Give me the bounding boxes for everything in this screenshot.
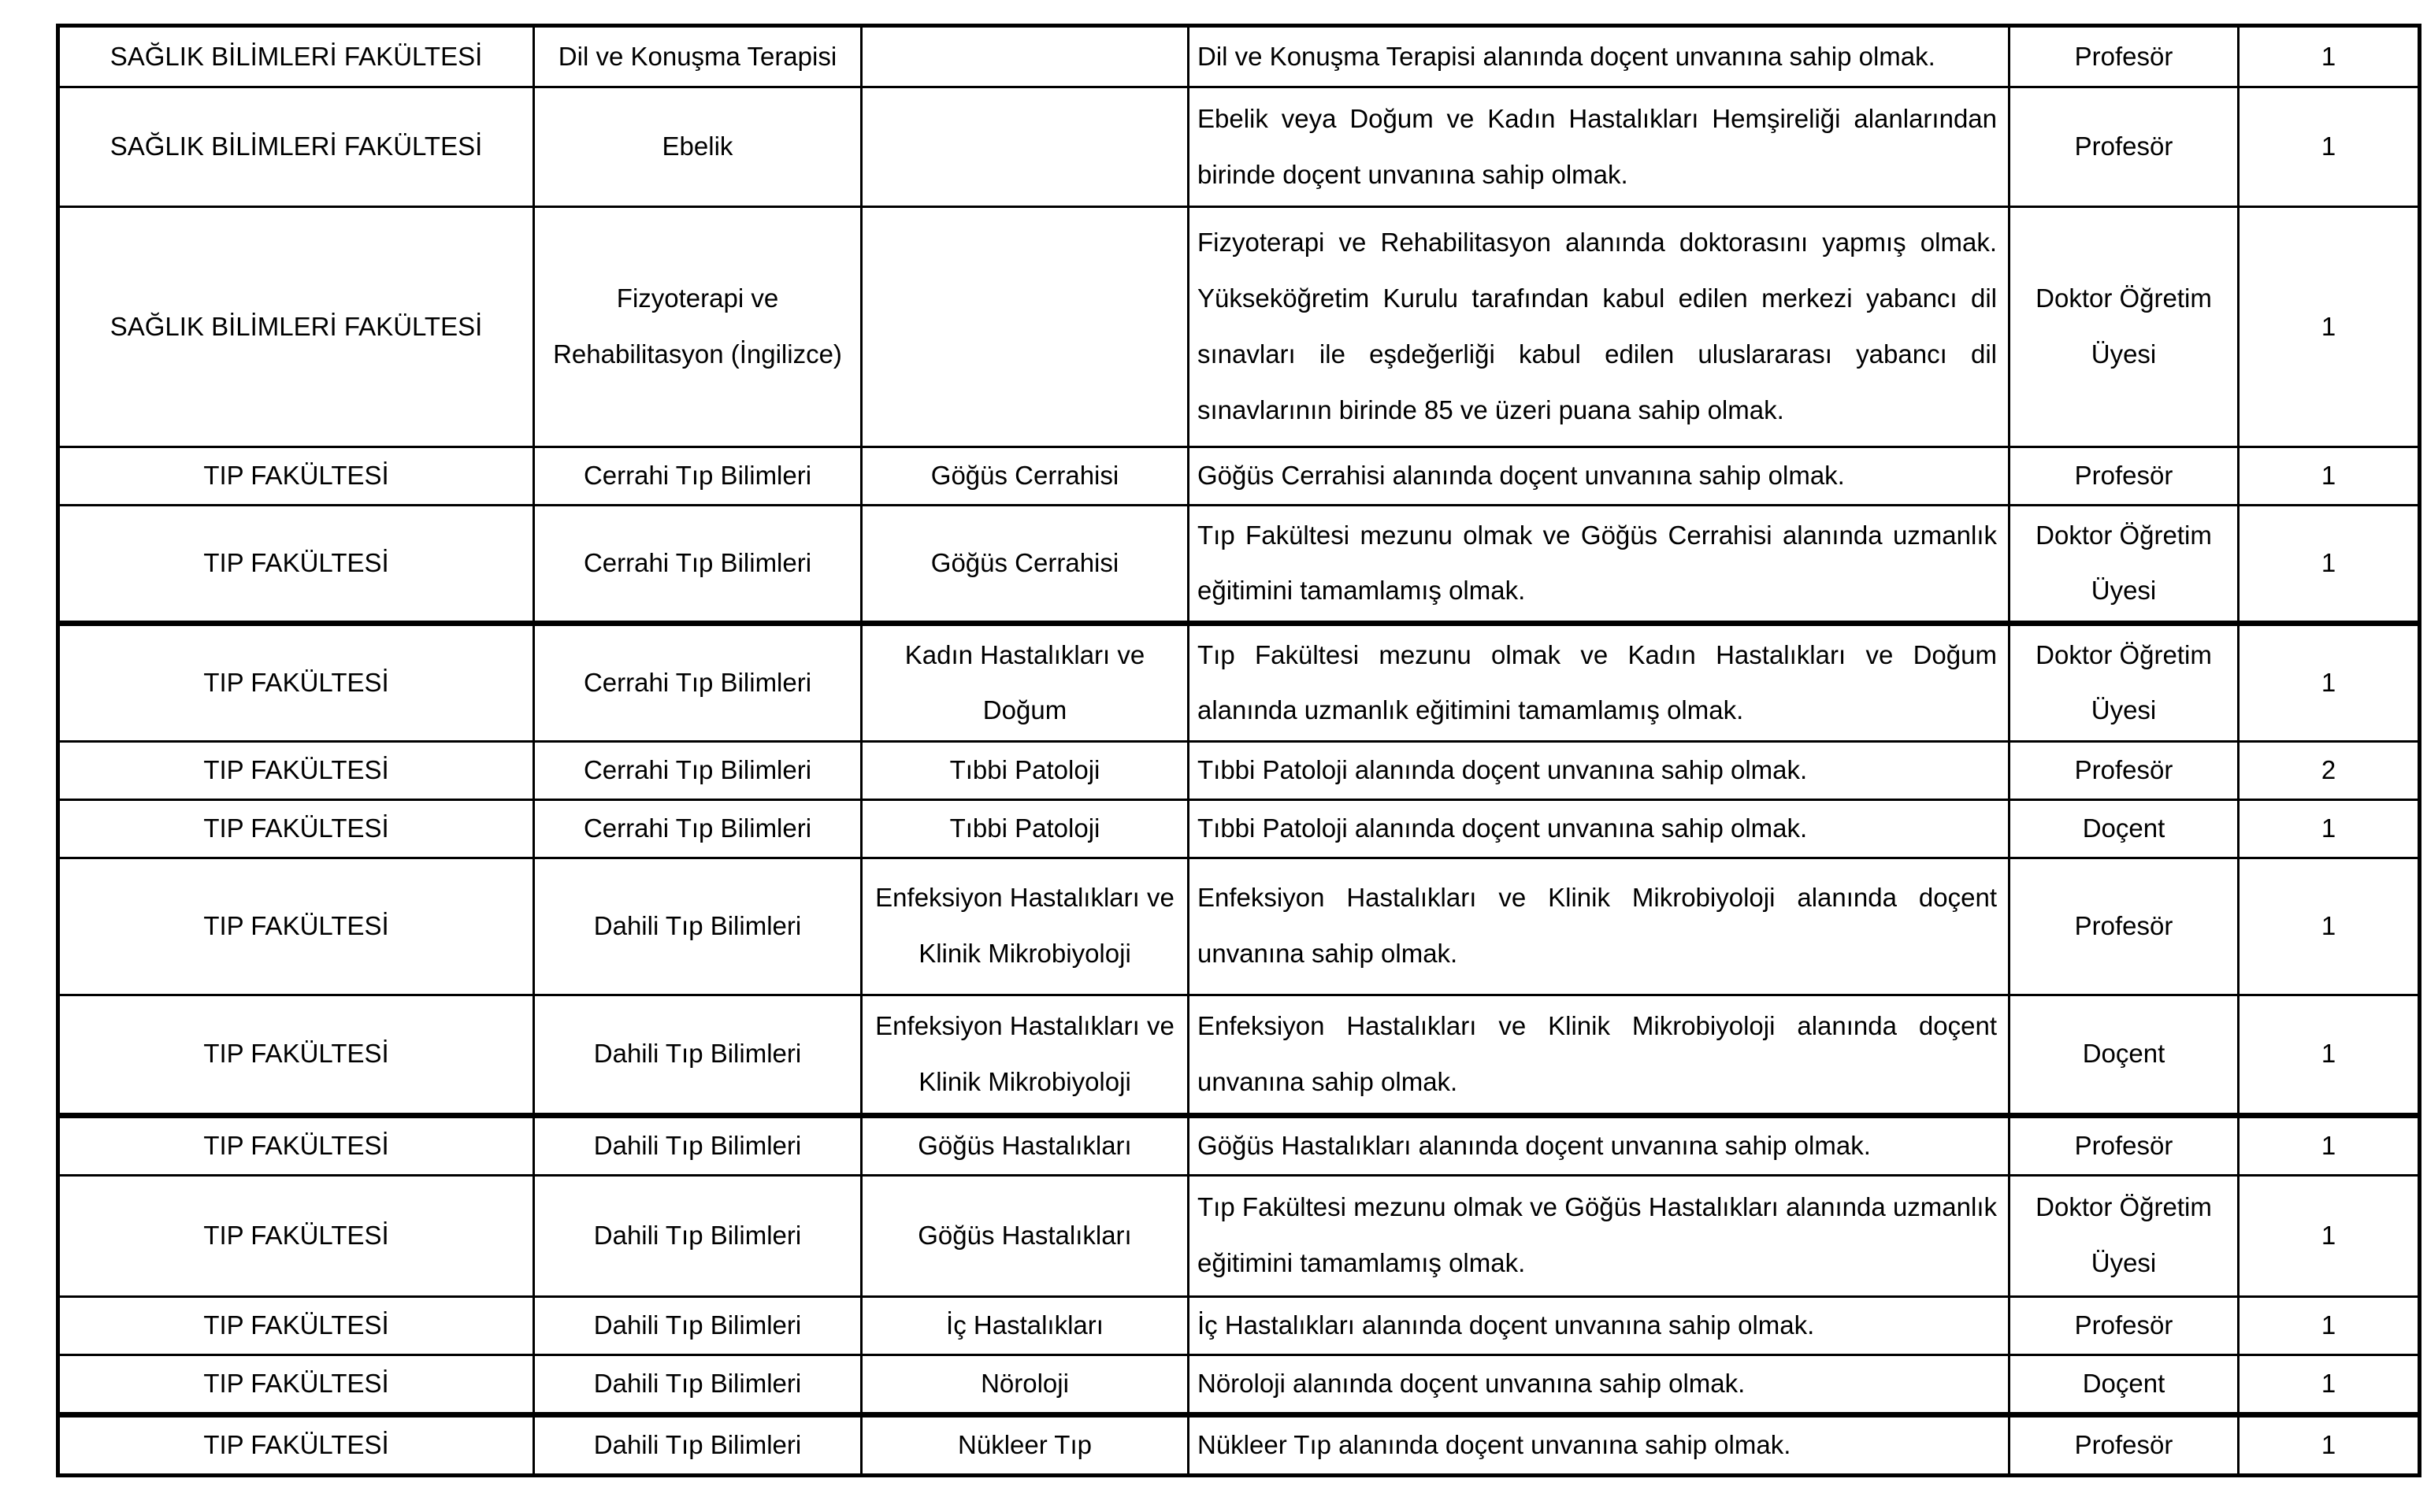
faculty-cell <box>58 1354 534 1414</box>
faculty-cell <box>58 447 534 506</box>
department-text: Ebelik <box>662 132 733 161</box>
requirement-cell <box>1189 858 2010 995</box>
title-text: Profesör <box>2074 41 2173 71</box>
faculty-text: TIP FAKÜLTESİ <box>203 1039 389 1069</box>
department-text: Cerrahi Tıp Bilimleri <box>583 461 812 490</box>
title-cell <box>2010 1175 2239 1296</box>
program-text: Tıbbi Patoloji <box>949 754 1100 784</box>
faculty-text: SAĞLIK BİLİMLERİ FAKÜLTESİ <box>109 132 483 161</box>
faculty-cell <box>58 207 534 447</box>
requirement-text: Enfeksiyon Hastalıkları ve Klinik Mikrobiyoloji alanında doçent unvanına sahip olmak. <box>1197 883 1997 969</box>
title-cell <box>2010 26 2239 87</box>
count-cell <box>2239 1414 2420 1475</box>
title-cell <box>2010 1354 2239 1414</box>
title-text: Profesör <box>2074 910 2173 940</box>
requirement-text: Enfeksiyon Hastalıkları ve Klinik Mikrobiyoloji alanında doçent unvanına sahip olmak. <box>1197 1010 1997 1096</box>
program-cell <box>862 1115 1189 1175</box>
requirement-cell <box>1189 1296 2010 1354</box>
department-text: Dahili Tıp Bilimleri <box>593 1039 802 1069</box>
title-cell <box>2010 87 2239 207</box>
title-text: Doktor Öğretim Üyesi <box>2035 284 2212 369</box>
department-text: Fizyoterapi ve Rehabilitasyon (İngilizce) <box>553 284 842 369</box>
table-row <box>58 858 2420 995</box>
faculty-text: TIP FAKÜLTESİ <box>203 754 389 784</box>
requirement-cell <box>1189 1115 2010 1175</box>
table-row <box>58 623 2420 741</box>
faculty-cell <box>58 799 534 858</box>
count-cell <box>2239 1354 2420 1414</box>
program-cell <box>862 1354 1189 1414</box>
department-cell <box>534 995 862 1115</box>
requirement-cell <box>1189 207 2010 447</box>
department-text: Dahili Tıp Bilimleri <box>593 1429 802 1459</box>
department-text: Cerrahi Tıp Bilimleri <box>583 547 812 577</box>
faculty-cell <box>58 1296 534 1354</box>
count-text: 2 <box>2321 754 2336 784</box>
count-text: 1 <box>2321 547 2336 577</box>
department-cell <box>534 1175 862 1296</box>
requirement-cell <box>1189 1175 2010 1296</box>
department-cell <box>534 858 862 995</box>
table-row <box>58 447 2420 506</box>
table-row <box>58 505 2420 623</box>
faculty-cell <box>58 741 534 799</box>
program-text: Nükleer Tıp <box>958 1429 1092 1459</box>
requirement-text: Tıbbi Patoloji alanında doçent unvanına sahip olmak. <box>1197 813 1808 843</box>
requirement-text: Nöroloji alanında doçent unvanına sahip olmak. <box>1197 1368 1746 1398</box>
positions-table-body <box>58 26 2420 1476</box>
count-text: 1 <box>2321 132 2336 161</box>
table-row <box>58 995 2420 1115</box>
faculty-cell <box>58 87 534 207</box>
program-cell <box>862 1414 1189 1475</box>
requirement-cell <box>1189 26 2010 87</box>
requirement-cell <box>1189 741 2010 799</box>
program-text: Enfeksiyon Hastalıkları ve Klinik Mikrobiyoloji <box>875 883 1175 969</box>
faculty-cell <box>58 26 534 87</box>
requirement-cell <box>1189 995 2010 1115</box>
count-text: 1 <box>2321 41 2336 71</box>
requirement-text: Tıp Fakültesi mezunu olmak ve Göğüs Cerrahisi alanında uzmanlık eğitimini tamamlamış olmak. <box>1197 520 1997 606</box>
program-text: Kadın Hastalıkları ve Doğum <box>904 639 1145 725</box>
faculty-text: TIP FAKÜLTESİ <box>203 1368 389 1398</box>
program-cell <box>862 87 1189 207</box>
title-cell <box>2010 207 2239 447</box>
requirement-cell <box>1189 799 2010 858</box>
department-cell <box>534 207 862 447</box>
program-text: Göğüs Hastalıkları <box>918 1220 1132 1250</box>
program-cell <box>862 1296 1189 1354</box>
table-row <box>58 1175 2420 1296</box>
department-cell <box>534 26 862 87</box>
program-text: Tıbbi Patoloji <box>949 813 1100 843</box>
table-row <box>58 799 2420 858</box>
requirement-text: Fizyoterapi ve Rehabilitasyon alanında doktorasını yapmış olmak. Yükseköğretim Kurulu tarafından kabul edilen merkezi yabancı dil sınavları ile eşdeğerliği kabul edilen uluslararası yabancı dil sınavlarının birinde 85 ve üzeri puana sahip olmak. <box>1197 228 1997 424</box>
requirement-text: Ebelik veya Doğum ve Kadın Hastalıkları Hemşireliği alanlarından birinde doçent unvanına sahip olmak. <box>1197 103 1997 189</box>
requirement-cell <box>1189 87 2010 207</box>
requirement-text: İç Hastalıkları alanında doçent unvanına sahip olmak. <box>1197 1310 1815 1340</box>
title-cell <box>2010 505 2239 623</box>
title-text: Doktor Öğretim Üyesi <box>2035 1192 2212 1278</box>
department-cell <box>534 1414 862 1475</box>
program-cell <box>862 995 1189 1115</box>
title-text: Doçent <box>2082 1039 2165 1069</box>
department-text: Cerrahi Tıp Bilimleri <box>583 813 812 843</box>
faculty-text: SAĞLIK BİLİMLERİ FAKÜLTESİ <box>109 41 483 71</box>
title-cell <box>2010 1414 2239 1475</box>
title-text: Profesör <box>2074 132 2173 161</box>
table-row <box>58 207 2420 447</box>
program-cell <box>862 741 1189 799</box>
count-cell <box>2239 87 2420 207</box>
faculty-cell <box>58 1175 534 1296</box>
count-cell <box>2239 447 2420 506</box>
faculty-text: TIP FAKÜLTESİ <box>203 461 389 490</box>
table-row <box>58 741 2420 799</box>
faculty-cell <box>58 1115 534 1175</box>
department-text: Dahili Tıp Bilimleri <box>593 1130 802 1160</box>
department-text: Dahili Tıp Bilimleri <box>593 1220 802 1250</box>
title-cell <box>2010 447 2239 506</box>
department-cell <box>534 623 862 741</box>
count-text: 1 <box>2321 1220 2336 1250</box>
positions-table <box>56 24 2421 1477</box>
count-cell <box>2239 741 2420 799</box>
count-text: 1 <box>2321 910 2336 940</box>
requirement-cell <box>1189 1354 2010 1414</box>
title-cell <box>2010 995 2239 1115</box>
count-text: 1 <box>2321 813 2336 843</box>
program-cell <box>862 799 1189 858</box>
program-cell <box>862 1175 1189 1296</box>
title-text: Doktor Öğretim Üyesi <box>2035 639 2212 725</box>
title-text: Doçent <box>2082 813 2165 843</box>
department-text: Cerrahi Tıp Bilimleri <box>583 754 812 784</box>
count-cell <box>2239 858 2420 995</box>
program-cell <box>862 505 1189 623</box>
requirement-cell <box>1189 447 2010 506</box>
count-text: 1 <box>2321 461 2336 490</box>
count-text: 1 <box>2321 1310 2336 1340</box>
count-cell <box>2239 799 2420 858</box>
requirement-text: Göğüs Hastalıkları alanında doçent unvanına sahip olmak. <box>1197 1130 1871 1160</box>
title-text: Profesör <box>2074 1429 2173 1459</box>
title-cell <box>2010 799 2239 858</box>
table-row <box>58 26 2420 87</box>
department-cell <box>534 799 862 858</box>
department-text: Dahili Tıp Bilimleri <box>593 910 802 940</box>
count-cell <box>2239 623 2420 741</box>
faculty-text: TIP FAKÜLTESİ <box>203 1130 389 1160</box>
faculty-text: TIP FAKÜLTESİ <box>203 667 389 697</box>
title-cell <box>2010 1115 2239 1175</box>
program-cell <box>862 447 1189 506</box>
program-text: Enfeksiyon Hastalıkları ve Klinik Mikrobiyoloji <box>875 1010 1175 1096</box>
title-cell <box>2010 623 2239 741</box>
count-cell <box>2239 207 2420 447</box>
title-cell <box>2010 741 2239 799</box>
count-text: 1 <box>2321 667 2336 697</box>
count-cell <box>2239 505 2420 623</box>
count-cell <box>2239 26 2420 87</box>
count-cell <box>2239 1175 2420 1296</box>
faculty-cell <box>58 1414 534 1475</box>
department-cell <box>534 87 862 207</box>
faculty-cell <box>58 995 534 1115</box>
program-text: Göğüs Hastalıkları <box>918 1130 1132 1160</box>
title-text: Doktor Öğretim Üyesi <box>2035 520 2212 606</box>
requirement-text: Tıp Fakültesi mezunu olmak ve Göğüs Hastalıkları alanında uzmanlık eğitimini tamamlamış olmak. <box>1197 1192 1997 1278</box>
requirement-text: Nükleer Tıp alanında doçent unvanına sahip olmak. <box>1197 1429 1791 1459</box>
count-text: 1 <box>2321 1368 2336 1398</box>
count-text: 1 <box>2321 1039 2336 1069</box>
faculty-cell <box>58 505 534 623</box>
program-cell <box>862 26 1189 87</box>
requirement-text: Tıbbi Patoloji alanında doçent unvanına sahip olmak. <box>1197 754 1808 784</box>
faculty-text: TIP FAKÜLTESİ <box>203 1220 389 1250</box>
title-text: Profesör <box>2074 461 2173 490</box>
faculty-text: TIP FAKÜLTESİ <box>203 910 389 940</box>
program-cell <box>862 858 1189 995</box>
title-text: Doçent <box>2082 1368 2165 1398</box>
faculty-cell <box>58 858 534 995</box>
requirement-text: Tıp Fakültesi mezunu olmak ve Kadın Hastalıkları ve Doğum alanında uzmanlık eğitimini tamamlamış olmak. <box>1197 639 1997 725</box>
table-row <box>58 1296 2420 1354</box>
program-text: Nöroloji <box>981 1368 1069 1398</box>
title-text: Profesör <box>2074 1310 2173 1340</box>
title-text: Profesör <box>2074 754 2173 784</box>
department-text: Dahili Tıp Bilimleri <box>593 1368 802 1398</box>
requirement-cell <box>1189 505 2010 623</box>
requirement-text: Dil ve Konuşma Terapisi alanında doçent unvanına sahip olmak. <box>1197 41 1935 71</box>
program-text: Göğüs Cerrahisi <box>930 461 1119 490</box>
department-text: Dahili Tıp Bilimleri <box>593 1310 802 1340</box>
count-cell <box>2239 1115 2420 1175</box>
department-text: Dil ve Konuşma Terapisi <box>558 41 837 71</box>
table-row <box>58 87 2420 207</box>
requirement-cell <box>1189 1414 2010 1475</box>
department-cell <box>534 1115 862 1175</box>
count-text: 1 <box>2321 311 2336 341</box>
department-cell <box>534 1296 862 1354</box>
count-cell <box>2239 995 2420 1115</box>
title-text: Profesör <box>2074 1130 2173 1160</box>
faculty-text: SAĞLIK BİLİMLERİ FAKÜLTESİ <box>109 311 483 341</box>
title-cell <box>2010 1296 2239 1354</box>
program-text: Göğüs Cerrahisi <box>930 547 1119 577</box>
requirement-text: Göğüs Cerrahisi alanında doçent unvanına sahip olmak. <box>1197 461 1845 490</box>
count-text: 1 <box>2321 1429 2336 1459</box>
program-text: İç Hastalıkları <box>946 1310 1104 1340</box>
table-row <box>58 1354 2420 1414</box>
title-cell <box>2010 858 2239 995</box>
faculty-text: TIP FAKÜLTESİ <box>203 547 389 577</box>
program-cell <box>862 207 1189 447</box>
faculty-text: TIP FAKÜLTESİ <box>203 813 389 843</box>
department-text: Cerrahi Tıp Bilimleri <box>583 667 812 697</box>
faculty-text: TIP FAKÜLTESİ <box>203 1429 389 1459</box>
count-cell <box>2239 1296 2420 1354</box>
department-cell <box>534 741 862 799</box>
count-text: 1 <box>2321 1130 2336 1160</box>
requirement-cell <box>1189 623 2010 741</box>
program-cell <box>862 623 1189 741</box>
table-row <box>58 1414 2420 1475</box>
department-cell <box>534 447 862 506</box>
table-row <box>58 1115 2420 1175</box>
department-cell <box>534 1354 862 1414</box>
faculty-text: TIP FAKÜLTESİ <box>203 1310 389 1340</box>
department-cell <box>534 505 862 623</box>
faculty-cell <box>58 623 534 741</box>
